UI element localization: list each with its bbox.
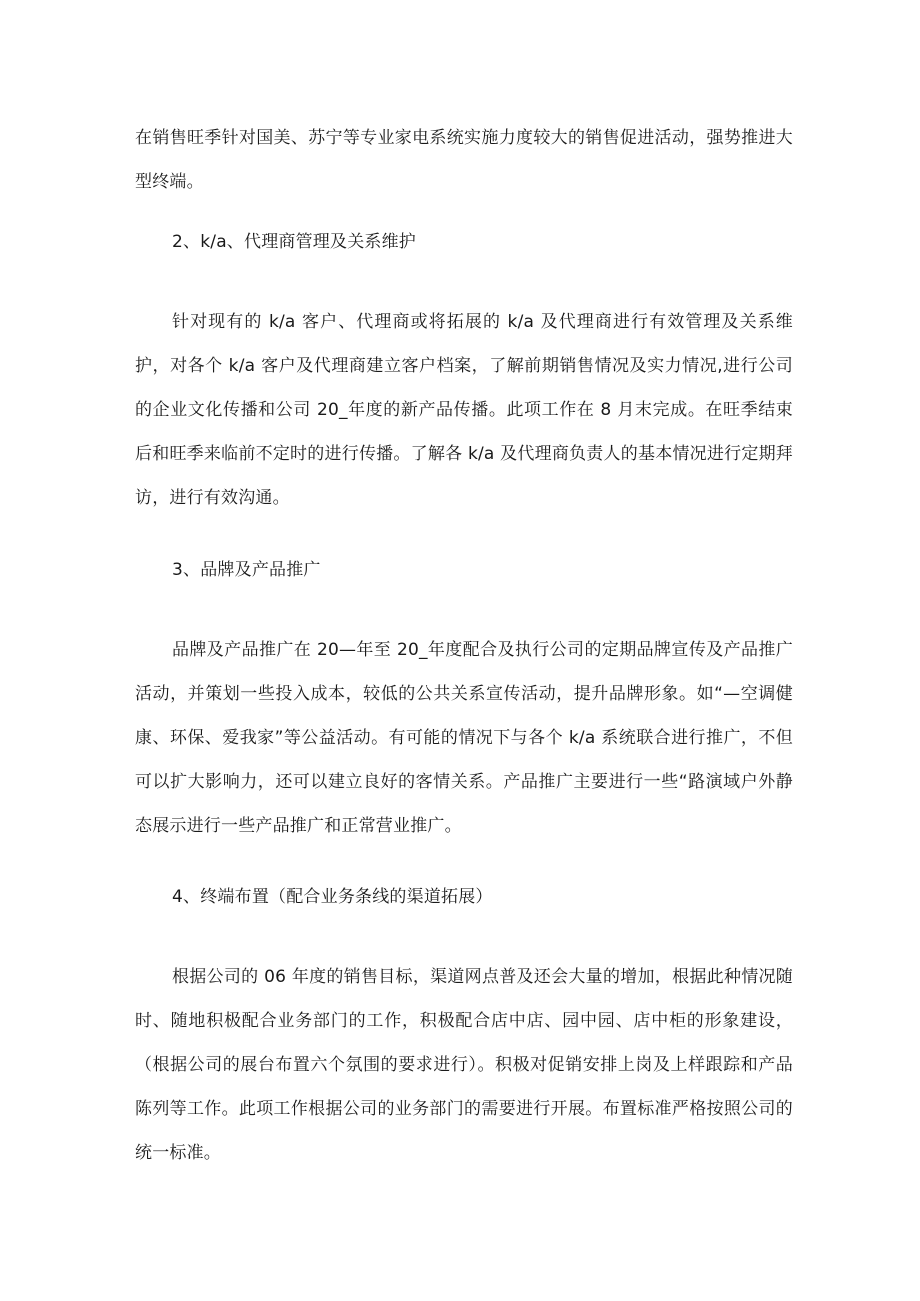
paragraph-section-2: 针对现有的 k/a 客户、代理商或将拓展的 k/a 及代理商进行有效管理及关系维护，对各个 k/a 客户及代理商建立客户档案，了解前期销售情况及实力情况,进行公司的企业文化传播和公司 20_年度的新产品传播。此项工作在 8 月末完成。在旺季结束后和旺季来临前不定时的进行传播。了解各 k/a 及代理商负责人的基本情况进行定期拜访，进行有效沟通。 bbox=[135, 312, 793, 508]
section-heading-3: 3、品牌及产品推广 bbox=[172, 560, 321, 580]
section-heading-4: 4、终端布置（配合业务条线的渠道拓展） bbox=[172, 887, 493, 907]
paragraph-section-3: 品牌及产品推广在 20—年至 20_年度配合及执行公司的定期品牌宣传及产品推广活动，并策划一些投入成本，较低的公共关系宣传活动，提升品牌形象。如“—空调健康、环保、爱我家”等公益活动。有可能的情况下与各个 k/a 系统联合进行推广，不但可以扩大影响力，还可以建立良好的客情关系。产品推广主要进行一些“路演域户外静态展示进行一些产品推广和正常营业推广。 bbox=[135, 640, 793, 836]
paragraph-intro: 在销售旺季针对国美、苏宁等专业家电系统实施力度较大的销售促进活动，强势推进大型终端。 bbox=[135, 128, 793, 192]
section-heading-2: 2、k/a、代理商管理及关系维护 bbox=[172, 232, 417, 252]
paragraph-section-4: 根据公司的 06 年度的销售目标，渠道网点普及还会大量的增加，根据此种情况随时、随地积极配合业务部门的工作，积极配合店中店、园中园、店中柜的形象建设，（根据公司的展台布置六个氛围的要求进行）。积极对促销安排上岗及上样跟踪和产品陈列等工作。此项工作根据公司的业务部门的需要进行开展。布置标准严格按照公司的统一标准。 bbox=[135, 967, 793, 1163]
